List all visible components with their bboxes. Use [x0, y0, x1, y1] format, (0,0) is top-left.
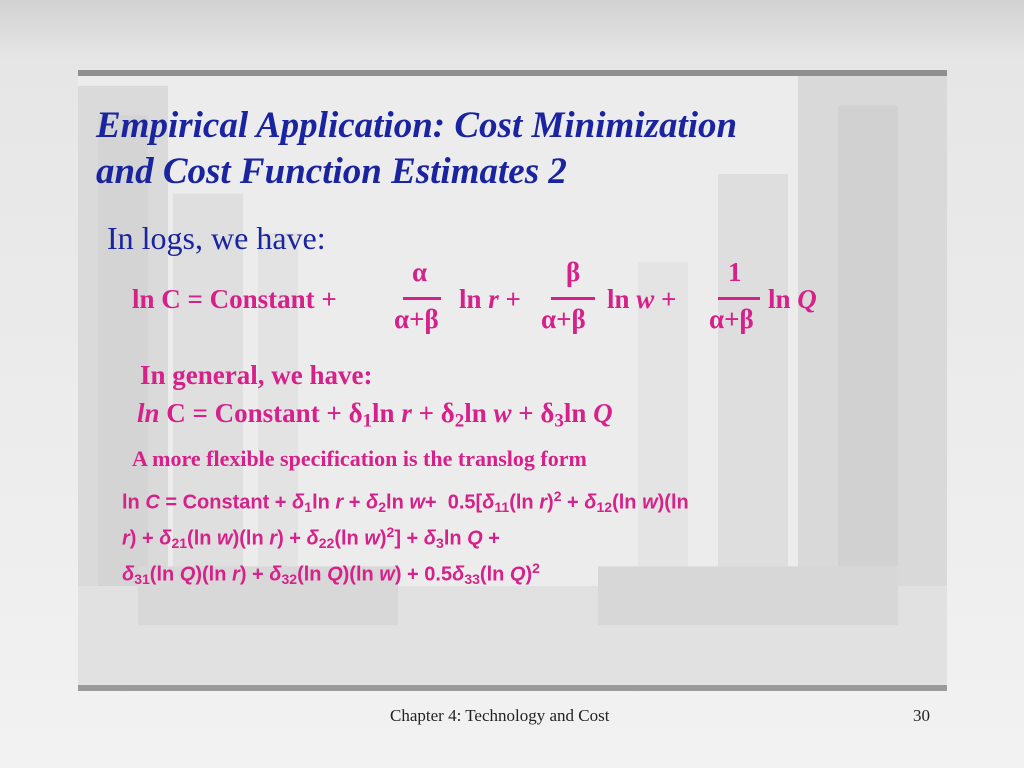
eq1-frac3-numerator: 1 — [728, 257, 742, 287]
eq1-frac2-denominator: α+β — [541, 304, 586, 334]
eq1-term2: ln w + — [607, 284, 677, 314]
translog-line-2: $r) + \delta_{21}(\ln$ w)(ln $r) + \delta_{22}(\ln$ $w)^2] + \delta_3\ln$ Q + — [122, 524, 500, 552]
eq2: ln C = Constant + $\delta_1\ln$ $r + \delta_2\ln$ $w + \delta_3\ln$ Q — [137, 398, 613, 432]
eq1-term1: ln r + — [459, 284, 521, 314]
eq1-term3: ln Q — [768, 284, 817, 314]
slide-title — [96, 103, 916, 195]
eq1-frac3-bar — [718, 297, 760, 300]
eq1-frac2-bar — [551, 297, 595, 300]
translog-line-3: $\delta_{31}(\ln$ Q)(ln $r) + \delta_{32}(\ln$ Q)(ln $w) + 0.5\delta_{33}(\ln$ Q)$^2$ — [122, 560, 540, 588]
logs-intro-text: In logs, we have: — [107, 220, 326, 256]
eq1-frac2-numerator: β — [566, 257, 581, 287]
translog-equation — [122, 484, 689, 593]
title-line-1: Empirical Application: Cost Minimization — [96, 105, 738, 146]
eq1-frac1-denominator: α+β — [394, 304, 439, 334]
eq1-frac1-numerator: α — [412, 257, 428, 287]
eq1-lhs: ln C = Constant + — [132, 284, 337, 314]
footer-chapter: Chapter 4: Technology and Cost — [390, 706, 610, 725]
eq1-frac3-denominator: α+β — [709, 304, 754, 334]
footer-page-number: 30 — [913, 706, 930, 725]
flexible-spec-note: A more flexible specification is the translog form — [132, 446, 587, 471]
title-line-2: and Cost Function Estimates 2 — [96, 151, 567, 192]
eq1-frac1-bar — [403, 297, 441, 300]
general-intro-text: In general, we have: — [140, 360, 373, 390]
translog-line-1: ln C = Constant + $\delta_1\ln$ $r + \delta_2\ln$ $w+ 0.5[\delta_{11}(\ln$ $r)^2 + \delta_{12}(\ln$ w)(ln — [122, 488, 689, 516]
